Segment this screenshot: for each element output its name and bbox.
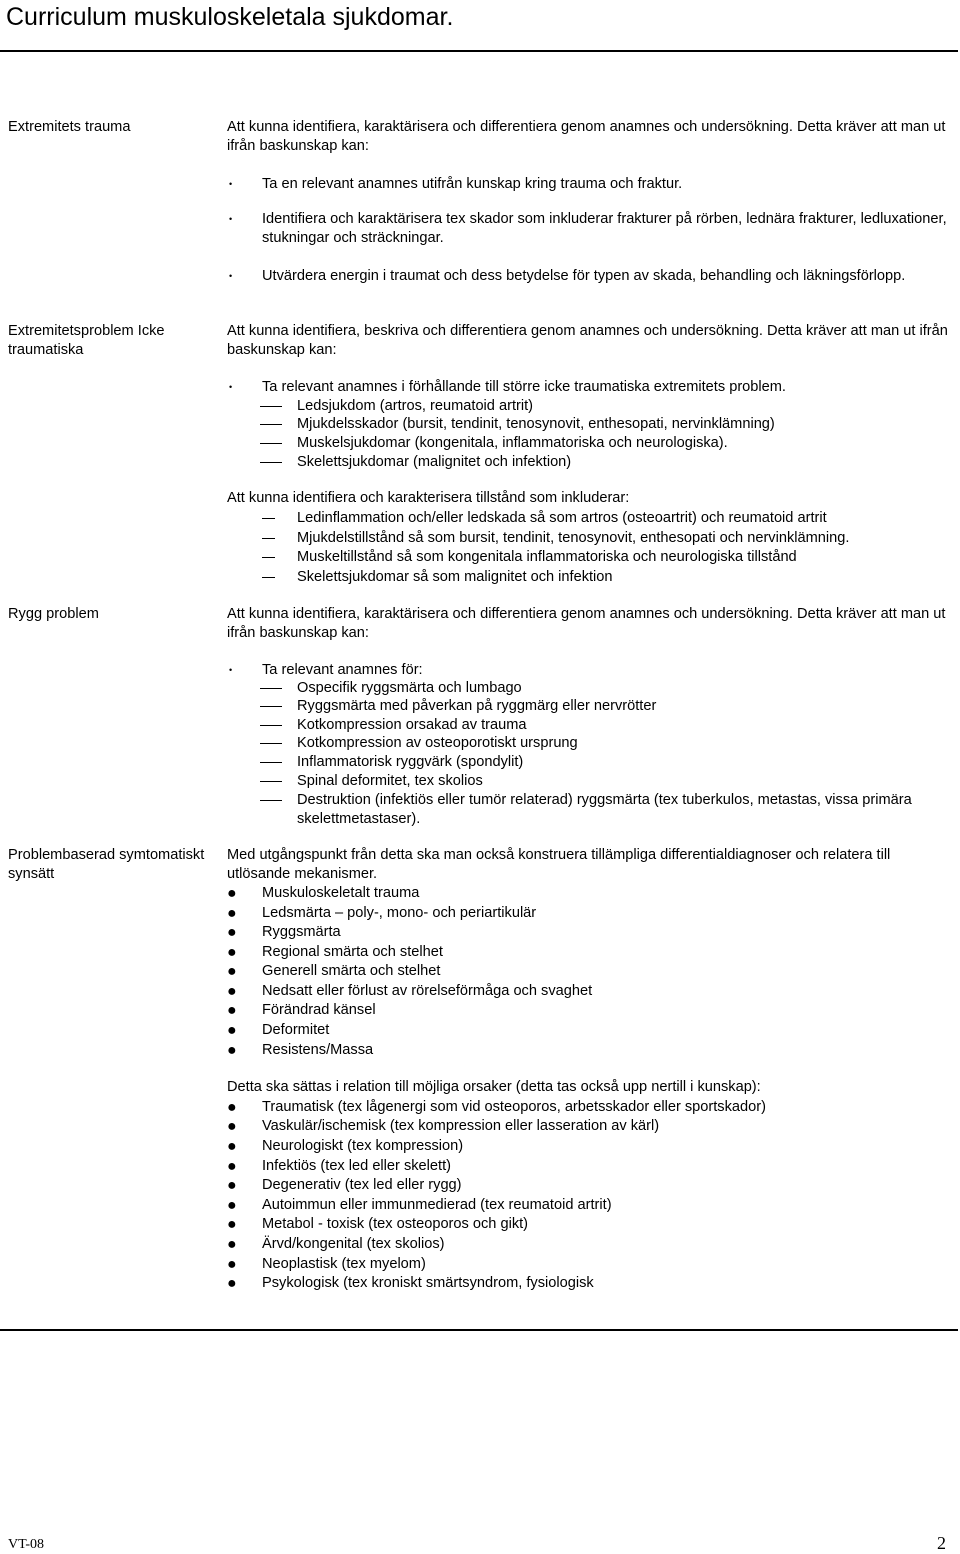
bullet-icon: ● bbox=[227, 1118, 237, 1135]
section-intro-2: Att kunna identifiera och karakterisera tillstånd som inkluderar: bbox=[227, 490, 630, 506]
section-label-problembaserad: Problembaserad symtomatiskt synsätt bbox=[8, 847, 205, 882]
bullet-icon: ● bbox=[227, 1275, 237, 1292]
bullet-icon: • bbox=[229, 214, 233, 224]
section-intro: Att kunna identifiera, beskriva och differentiera genom anamnes och undersökning. Detta kräver att man ut ifrån baskunskap kan: bbox=[227, 323, 948, 358]
bullet-icon: • bbox=[229, 271, 233, 281]
bullet-icon: ● bbox=[227, 1256, 237, 1273]
section-label-extremitetsproblem: Extremitetsproblem Icke traumatiska bbox=[8, 323, 165, 358]
bullet-icon: ● bbox=[227, 885, 237, 902]
bullet-icon: ● bbox=[227, 1158, 237, 1175]
bullet-icon: ● bbox=[227, 1002, 237, 1019]
bullet-icon: ● bbox=[227, 924, 237, 941]
bullet-icon: • bbox=[229, 179, 233, 189]
bottom-rule bbox=[0, 1329, 958, 1331]
bullet-icon: ● bbox=[227, 1216, 237, 1233]
document-title: Curriculum muskuloskeletala sjukdomar. bbox=[6, 3, 454, 31]
bullet-icon: ● bbox=[227, 1042, 237, 1059]
section-label-extremitets-trauma: Extremitets trauma bbox=[8, 119, 131, 135]
top-rule bbox=[0, 50, 958, 52]
section-intro: Med utgångspunkt från detta ska man också konstruera tillämpliga differentialdiagnoser och relatera till utlösande mekanismer. bbox=[227, 847, 891, 882]
bullet-icon: • bbox=[229, 665, 233, 675]
bullet-icon: ● bbox=[227, 1099, 237, 1116]
bullet-icon: ● bbox=[227, 983, 237, 1000]
section-intro: Att kunna identifiera, karaktärisera och differentiera genom anamnes och undersökning. Detta kräver att man ut ifrån baskunskap kan: bbox=[227, 606, 946, 641]
page-number: 2 bbox=[937, 1533, 946, 1553]
bullet-icon: ● bbox=[227, 1177, 237, 1194]
bullet-icon: ● bbox=[227, 1236, 237, 1253]
bullet-icon: ● bbox=[227, 1197, 237, 1214]
section-intro: Att kunna identifiera, karaktärisera och differentiera genom anamnes och undersökning. Detta kräver att man ut ifrån baskunskap kan: bbox=[227, 119, 946, 154]
bullet-icon: ● bbox=[227, 1138, 237, 1155]
bullet-icon: ● bbox=[227, 905, 237, 922]
section-intro-2: Detta ska sättas i relation till möjliga orsaker (detta tas också upp nertill i kunskap): bbox=[227, 1079, 761, 1095]
bullet-icon: ● bbox=[227, 963, 237, 980]
bullet-icon: ● bbox=[227, 944, 237, 961]
bullet-icon: • bbox=[229, 382, 233, 392]
bullet-icon: ● bbox=[227, 1022, 237, 1039]
section-label-rygg-problem: Rygg problem bbox=[8, 606, 99, 622]
footer-code: VT-08 bbox=[8, 1537, 45, 1552]
